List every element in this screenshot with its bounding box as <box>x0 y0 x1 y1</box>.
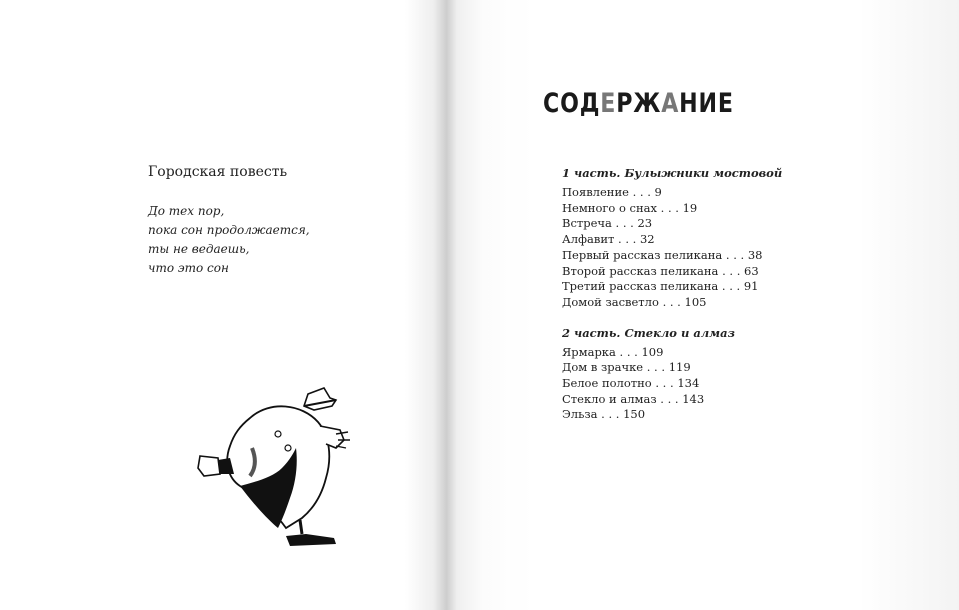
page-number: 9 <box>654 185 662 199</box>
coat-button <box>275 431 281 437</box>
epigraph-line: что это сон <box>148 261 229 275</box>
chapter-title: Второй рассказ пеликана <box>562 263 719 278</box>
table-of-contents <box>562 165 782 423</box>
chapter-list <box>562 185 782 311</box>
toc-entry[interactable] <box>562 216 782 232</box>
toc-entry[interactable] <box>562 392 782 408</box>
chapter-title: Алфавит <box>562 232 615 247</box>
leader-dots: . . . <box>725 247 745 262</box>
page-number: 134 <box>677 376 700 391</box>
toc-entry[interactable] <box>562 185 782 201</box>
page-number: 105 <box>684 294 707 309</box>
toc-entry[interactable] <box>562 376 782 392</box>
page-number: 91 <box>743 279 759 294</box>
left-page <box>0 0 440 610</box>
toc-entry[interactable] <box>562 201 782 217</box>
toc-part-2 <box>562 325 782 424</box>
heading-letter: Д <box>579 88 601 119</box>
standing-shoe <box>286 534 336 546</box>
page-number: 150 <box>623 407 646 422</box>
heading-letter: Е <box>717 88 734 119</box>
epigraph <box>148 202 310 278</box>
leader-dots: . . . <box>646 360 666 375</box>
contents-heading <box>543 88 734 119</box>
chapter-list <box>562 345 782 424</box>
leader-dots: . . . <box>615 216 634 231</box>
toc-entry[interactable] <box>562 407 782 423</box>
chapter-title: Белое полотно <box>562 376 652 391</box>
page-number: 23 <box>637 216 653 231</box>
part-title: 2 часть. Стекло и алмаз <box>562 325 735 340</box>
chapter-title: Третий рассказ пеликана <box>562 279 719 294</box>
chapter-title: Ярмарка <box>562 344 616 359</box>
toc-entry[interactable] <box>562 360 782 376</box>
heading-letter: С <box>543 88 561 119</box>
epigraph-line: ты не ведаешь, <box>148 242 250 256</box>
page-number: 63 <box>744 263 759 278</box>
page-number: 38 <box>747 247 763 262</box>
raised-shoe <box>198 456 220 476</box>
heading-letter: Е <box>600 88 617 119</box>
part-title: 1 часть. Булыжники мостовой <box>562 166 783 180</box>
leader-dots: . . . <box>632 185 651 199</box>
leader-dots: . . . <box>660 200 679 215</box>
toc-entry[interactable] <box>562 279 782 295</box>
heading-letter: Н <box>679 88 699 119</box>
toc-part-1 <box>562 165 782 311</box>
heading-letter: А <box>661 88 680 119</box>
leader-dots: . . . <box>618 232 637 247</box>
leader-dots: . . . <box>662 294 681 309</box>
page-number: 19 <box>682 200 698 215</box>
page-number: 32 <box>639 232 655 247</box>
leader-dots: . . . <box>655 376 674 391</box>
chapter-title: Стекло и алмаз <box>562 391 657 406</box>
chapter-title: Первый рассказ пеликана <box>562 247 723 262</box>
toc-entry[interactable] <box>562 232 782 248</box>
chapter-title: Встреча <box>562 216 612 231</box>
standing-leg <box>300 520 302 534</box>
chapter-title: Немного о снах <box>562 200 657 215</box>
toc-entry[interactable] <box>562 264 782 280</box>
toc-entry[interactable] <box>562 345 782 361</box>
leader-dots: . . . <box>601 407 620 422</box>
chapter-title: Дом в зрачке <box>562 360 644 375</box>
leader-dots: . . . <box>660 391 679 406</box>
heading-letter: Р <box>616 88 634 119</box>
coat-button <box>285 445 291 451</box>
chapter-title: Эльза <box>562 407 598 422</box>
toc-entry[interactable] <box>562 248 782 264</box>
heading-letter: Ж <box>633 88 662 119</box>
page-number: 109 <box>641 344 664 359</box>
epigraph-line: До тех пор, <box>148 204 225 218</box>
leader-dots: . . . <box>619 344 638 359</box>
story-title: Городская повесть <box>148 164 288 180</box>
heading-letter: И <box>698 88 718 119</box>
leader-dots: . . . <box>721 279 741 294</box>
pelican-in-coat-illustration <box>190 378 365 553</box>
hat-shape <box>304 388 336 410</box>
page-number: 119 <box>668 360 691 375</box>
heading-letter: О <box>560 88 580 119</box>
chapter-title: Домой засветло <box>562 294 659 309</box>
page-number: 143 <box>682 391 705 406</box>
epigraph-line: пока сон продолжается, <box>148 223 310 237</box>
toc-entry[interactable] <box>562 295 782 311</box>
chapter-title: Появление <box>562 185 629 199</box>
leader-dots: . . . <box>722 263 741 278</box>
